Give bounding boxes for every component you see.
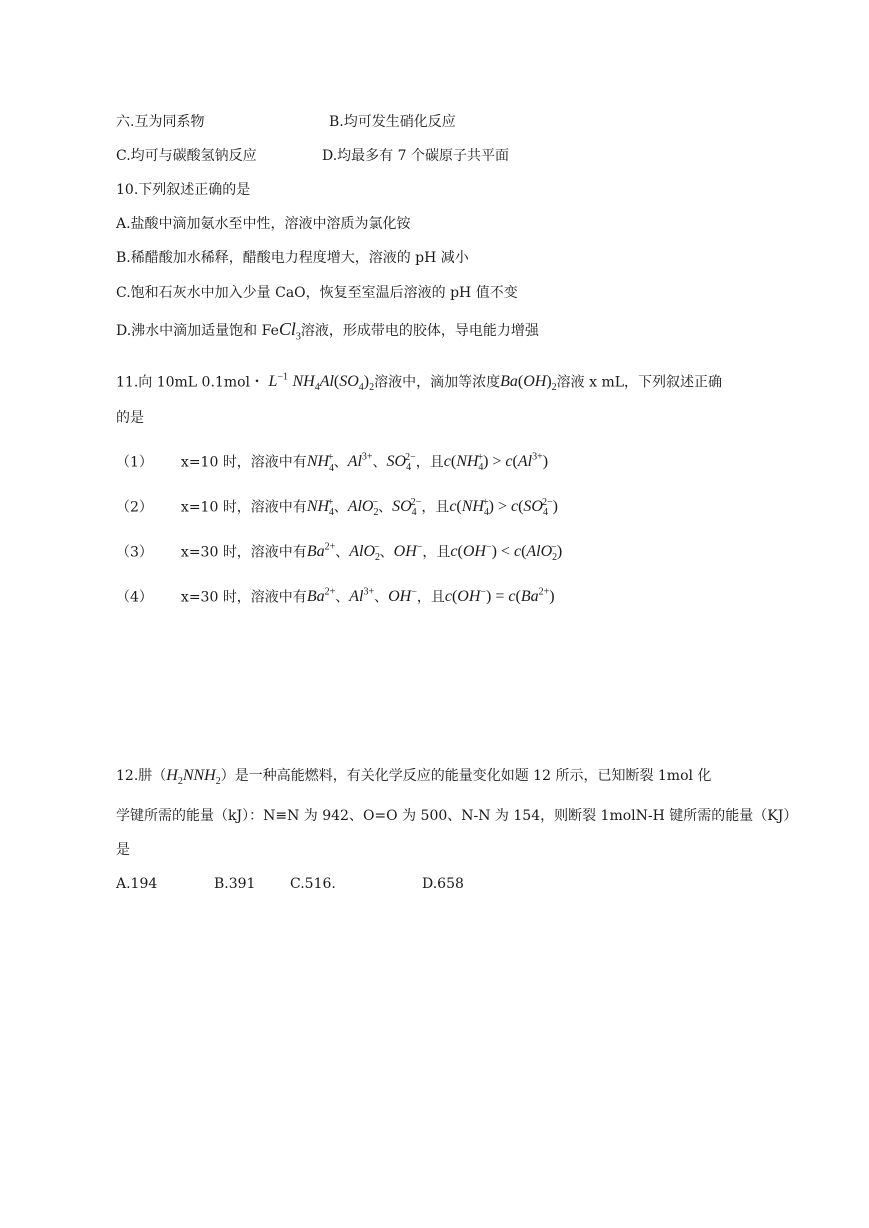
q9-option-b: B.均可发生硝化反应 — [329, 114, 456, 130]
item-condition: x=10 时，溶液中有 — [180, 499, 307, 516]
q12-option-b: B.391 — [214, 876, 256, 892]
q11-item: （4） x=30 时，溶液中有$Ba^{2+}$、$Al^{3+}$、OH−，且$c(OH^-) = c(Ba^{2+})$ — [116, 587, 555, 606]
q10-option-d-pre: D.沸水中滴加适量饱和 Fe — [116, 323, 279, 339]
q11-item: （1） x=10 时，溶液中有$NH_4^+$、$Al^{3+}$、$SO_4^{2-}$，且$c(NH_4^+) > c(Al^{3+})$ — [116, 452, 549, 474]
q10-option-d — [116, 319, 539, 348]
fecl3-formula: $Cl_3$ — [278, 319, 301, 343]
item-number: （3） — [116, 544, 153, 561]
item-condition: x=30 时，溶液中有 — [180, 589, 307, 606]
nh4al-so4-2-formula: $NH_4Al(SO_4)_2$ — [292, 373, 375, 394]
item-condition: x=30 时，溶液中有 — [180, 544, 307, 561]
q11-item: （3） x=30 时，溶液中有$Ba^{2+}$、AlO$_2$−、OH−，且c(OH−) < c(AlO$_2$−) — [116, 542, 563, 564]
q10-option-b: B.稀醋酸加水稀释，醋酸电力程度增大，溶液的 pH 减小 — [116, 250, 469, 266]
q10-stem: 10.下列叙述正确的是 — [116, 182, 251, 198]
q12-stem-line2: 学键所需的能量（kJ）：N≡N 为 942、O=O 为 500、N-N 为 154，则断裂 1molN-H 键所需的能量（KJ） — [116, 808, 798, 824]
item-and: ，且 — [422, 544, 451, 561]
q12-option-a: A.194 — [116, 876, 158, 892]
q12-stem-post: ）是一种高能燃料，有关化学反应的能量变化如题 12 所示，已知断裂 1mol 化 — [220, 768, 712, 784]
baoh2-formula: $Ba(OH)_2$ — [500, 373, 557, 394]
q9-option-d: D.均最多有 7 个碳原子共平面 — [322, 148, 509, 164]
unit-l-inverse: $L^{-1}$ — [268, 372, 288, 391]
item-number: （1） — [116, 454, 153, 471]
item-number: （4） — [116, 589, 153, 606]
q12-option-d: D.658 — [422, 876, 464, 892]
q11-stem-line2: 的是 — [116, 410, 144, 426]
q11-stem — [116, 368, 722, 399]
q12-option-c: C.516. — [290, 876, 336, 892]
q12-stem — [116, 766, 711, 792]
item-number: （2） — [116, 499, 153, 516]
q11-stem-pre: 11.向 10mL 0.1mol・ — [116, 374, 264, 391]
q12-stem-pre: 12.肼（ — [116, 768, 167, 784]
hydrazine-formula: $H_2NNH_2$ — [166, 767, 221, 788]
q10-option-a: A.盐酸中滴加氨水至中性，溶液中溶质为氯化铵 — [116, 216, 411, 232]
item-condition: x=10 时，溶液中有 — [180, 454, 307, 471]
item-and: ，且 — [421, 499, 450, 516]
item-and: ，且 — [415, 454, 444, 471]
q11-stem-mid: 溶液中，滴加等浓度 — [374, 374, 501, 391]
q12-stem-line3: 是 — [116, 842, 130, 858]
q10-option-d-post: 溶液，形成带电的胶体，导电能力增强 — [300, 323, 539, 339]
q11-stem-post: 溶液 x mL，下列叙述正确 — [556, 374, 723, 391]
q11-item: （2） x=10 时，溶液中有$NH_4^+$、AlO$_2$−、$SO_4^{2-}$，且$c(NH_4^+) > c(SO_4^{2-})$ — [116, 497, 558, 519]
item-and: ，且 — [416, 589, 445, 606]
q10-option-c: C.饱和石灰水中加入少量 CaO，恢复至室温后溶液的 pH 值不变 — [116, 285, 518, 301]
q9-option-a: 六.互为同系物 — [116, 114, 205, 130]
q9-option-c: C.均可与碳酸氢钠反应 — [116, 148, 257, 164]
